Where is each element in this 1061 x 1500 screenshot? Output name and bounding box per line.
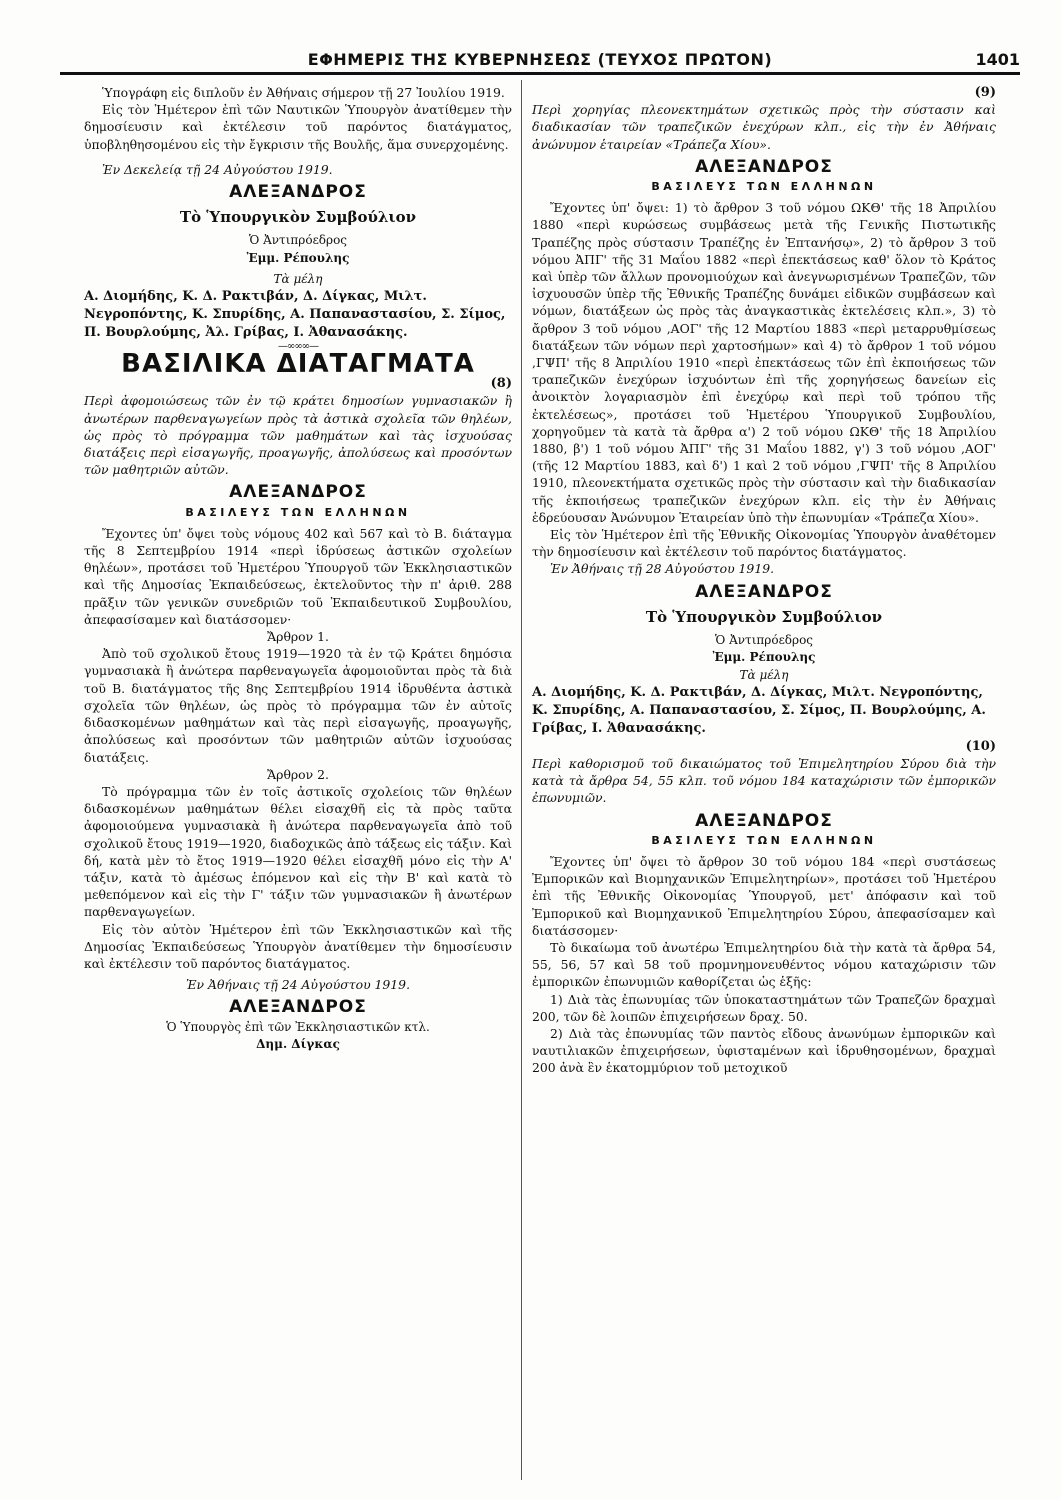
left-column (84, 84, 512, 1053)
decree-title: Περὶ καθορισμοῦ τοῦ δικαιώματος τοῦ Ἐπιμελητηρίου Σύρου διὰ τὴν κατὰ τὰ ἄρθρα 54, 55 κλπ. τοῦ νόμου 184 καταχώρισιν τῶν ἐμπορικῶν ἐπωνυμιῶν. (532, 755, 996, 806)
vice-president-name: Ἐμμ. Ρέπουλης (712, 650, 816, 665)
king-title: ΒΑΣΙΛΕΥΣ ΤΩΝ ΕΛΛΗΝΩΝ (651, 180, 877, 194)
preamble: Ἔχοντες ὑπ' ὄψει: 1) τὸ ἄρθρον 3 τοῦ νόμου ΩΚΘ' τῆς 18 Ἀπριλίου 1880 «περὶ κυρώσεως συμβάσεως μετὰ τῆς Γενικῆς Πιστωτικῆς Τραπέζης πρὸς σύστασιν Τραπέζης ἐν Ἑπτανήσῳ», 2) τὸ ἄρθρον 3 τοῦ νόμου ἈΠΓ' τῆς 31 Μαΐου 1882 «περὶ ἐπεκτάσεως καθ' ὅλον τὸ Κράτος καὶ ὑπὲρ τῶν ἄλλων προνομιούχων καὶ ἀνεγνωρισμένων Τραπεζῶν, τῶν ἰσχυουσῶν ὑπὲρ τῆς Ἐθνικῆς Τραπέζης δυνάμει εἰδικῶν συμβάσεων καὶ νόμων, διατάξεων ὡς πρὸς τὰς ἀναγκαστικὰς ἐκτελέσεις κλπ.», 3) τὸ ἄρθρον 3 τοῦ νόμου ,ΑΟΓ' τῆς 12 Μαρτίου 1883 «περὶ μεταρρυθμίσεως διατάξεων τῶν νόμων περὶ χαρτοσήμων» καὶ 4) τὸ ἄρθρον 1 τοῦ νόμου ,ΓΨΠ' τῆς 8 Ἀπριλίου 1910 «περὶ ἐπεκτάσεως τῶν ἐπὶ ἐκποιήσεως τῶν τραπεζικῶν ἐνεχύρων ἰσχυόντων ἐπὶ τῆς χορηγήσεως δανείων εἰς ἀνοικτὸν λογαριασμὸν ἐπὶ ἐνεχύρῳ καὶ περὶ τοῦ τρόπου τῆς ἐκτελέσεως», προτάσει τοῦ Ἡμετέρου Ὑπουργικοῦ Συμβουλίου, χορηγοῦμεν τὰ κατὰ τὰ ἄρθρα α') 2 τοῦ νόμου ΩΚΘ' τῆς 18 Ἀπριλίου 1880, β') 1 τοῦ νόμου ἈΠΓ' τῆς 31 Μαΐου 1882, γ') 3 τοῦ νόμου ,ΑΟΓ' (τῆς 12 Μαρτίου 1883, καὶ δ') 1 καὶ 2 τοῦ νόμου ,ΓΨΠ' τῆς 8 Ἀπριλίου 1910, πλεονεκτήματα σχετικῶς πρὸς τὴν σύστασιν καὶ τὴν διαδικασίαν τῆς ἐκποιήσεως τραπεζικῶν ἐνεχύρων κλπ. εἰς τὴν ἐν Ἀθήναις ἑδρεύουσαν Ἀνώνυμον Ἑταιρείαν ὑπὸ τὴν ἐπωνυμίαν «Τράπεζα Χίου». (532, 200, 996, 525)
members-list: Α. Διομήδης, Κ. Δ. Ρακτιβάν, Δ. Δίγκας, Μιλτ. Νεγροπόντης, Κ. Σπυρίδης, Α. Παπαναστασίου, Σ. Σίμος, Π. Βουρλούμης, Α. Γρίβας, Ι. Ἀθανασάκης. (532, 684, 986, 736)
ornament-divider: —∞∞∞— (278, 341, 318, 353)
minister-name: Δημ. Δίγκας (256, 1036, 340, 1051)
king-name: ΑΛΕΞΑΝΔΡΟΣ (695, 810, 833, 831)
date-line: Ἐν Ἀθήναις τῇ 28 Αὐγούστου 1919. (550, 561, 775, 577)
council-title: Τὸ Ὑπουργικὸν Συμβούλιον (645, 607, 883, 626)
vice-president-label: Ὁ Ἀντιπρόεδρος (248, 233, 348, 248)
page-header (60, 50, 1020, 75)
members-label: Τὰ μέλη (739, 667, 789, 682)
decree-number: (9) (974, 85, 996, 100)
header-title: ΕΦΗΜΕΡΙΣ ΤΗΣ ΚΥΒΕΡΝΗΣΕΩΣ (ΤΕΥΧΟΣ ΠΡΩΤΟΝ) (307, 50, 773, 69)
king-title: ΒΑΣΙΛΕΥΣ ΤΩΝ ΕΛΛΗΝΩΝ (185, 505, 411, 519)
king-name: ΑΛΕΞΑΝΔΡΟΣ (695, 156, 833, 177)
council-title: Τὸ Ὑπουργικὸν Συμβούλιον (179, 208, 417, 227)
decree-title: Περὶ ἀφομοιώσεως τῶν ἐν τῷ κράτει δημοσίων γυμνασιακῶν ἢ ἀνωτέρων παρθεναγωγείων πρὸς τὰ ἀστικὰ σχολεῖα τῶν θηλέων, ὡς πρὸς τὸ πρόγραμμα τῶν μαθημάτων καὶ τὰς ἰσχυούσας διατάξεις περὶ εἰσαγωγῆς, προαγωγῆς, ἀπολύσεως καὶ προσόντων τῶν μαθητριῶν αὐτῶν. (84, 393, 512, 478)
date-line: Ἐν Ἀθήναις τῇ 24 Αὐγούστου 1919. (185, 977, 411, 993)
article-label: Ἄρθρον 2. (267, 766, 329, 782)
closing-paragraph: Εἰς τὸν αὐτὸν Ἡμέτερον ἐπὶ τῶν Ἐκκλησιαστικῶν καὶ τῆς Δημοσίας Ἐκπαιδεύσεως Ὑπουργὸν ἀνατίθεμεν τὴν δημοσίευσιν καὶ ἐκτέλεσιν τοῦ παρόντος διατάγματος. (84, 921, 512, 971)
members-label: Τὰ μέλη (273, 271, 323, 286)
right-column (532, 84, 996, 1077)
page-number: 1401 (975, 50, 1020, 69)
decree-number: (8) (490, 376, 512, 392)
article-text: Ἀπὸ τοῦ σχολικοῦ ἔτους 1919—1920 τὰ ἐν τῷ Κράτει δημόσια γυμνασιακὰ ἢ ἀνώτερα παρθεναγωγεῖα ἀφομοιοῦνται πρὸς τὰ διὰ τοῦ Β. διατάγματος τῆς 8ης Σεπτεμβρίου 1914 ἱδρυθέντα ἀστικὰ σχολεῖα τῶν θηλέων, ὡς πρὸς τὸ πρόγραμμα τῶν ἐν αὐτοῖς διδασκομένων μαθημάτων καὶ τὰς περὶ εἰσαγωγῆς, προαγωγῆς, ἀπολύσεως καὶ προσόντων τῶν μαθητριῶν αὐτῶν ἰσχυούσας διατάξεις. (84, 646, 512, 765)
list-item: 2) Διὰ τὰς ἐπωνυμίας τῶν παντὸς εἴδους ἀνωνύμων ἐμπορικῶν καὶ ναυτιλιακῶν ἐπιχειρήσεων, ὑφισταμένων καὶ ἱδρυθησομένων, δραχμαὶ 200 ἀνὰ ἓν ἑκατομμύριον τοῦ μετοχικοῦ (532, 1025, 996, 1076)
signing-note: Ὑπογράφη εἰς διπλοῦν ἐν Ἀθήναις σήμερον τῇ 27 Ἰουλίου 1919. (102, 85, 505, 100)
decree-title: Περὶ χορηγίας πλεονεκτημάτων σχετικῶς πρὸς τὴν σύστασιν καὶ διαδικασίαν τῶν τραπεζικῶν ἐνεχύρων κλπ., εἰς τὴν ἐν Ἀθήναις ἀνώνυμον ἑταιρείαν «Τράπεζα Χίου». (532, 102, 996, 152)
vice-president-name: Ἐμμ. Ρέπουλης (246, 250, 350, 265)
king-title: ΒΑΣΙΛΕΥΣ ΤΩΝ ΕΛΛΗΝΩΝ (651, 833, 877, 847)
closing-paragraph: Εἰς τὸν Ἡμέτερον ἐπὶ τῆς Ἐθνικῆς Οἰκονομίας Ὑπουργὸν ἀναθέτομεν τὴν δημοσίευσιν καὶ ἐκτέλεσιν τοῦ παρόντος διατάγματος. (532, 527, 996, 560)
decree-number: (10) (965, 738, 996, 754)
vice-president-label: Ὁ Ἀντιπρόεδρος (714, 633, 814, 648)
king-name: ΑΛΕΞΑΝΔΡΟΣ (229, 482, 367, 503)
article-text: Τὸ πρόγραμμα τῶν ἐν τοῖς ἀστικοῖς σχολείοις τῶν θηλέων διδασκομένων μαθημάτων θέλει εἰσαχθῆ εἰς τὰ πρὸς ταῦτα ἀφομοιούμενα γυμνασιακὰ ἢ ἀνώτερα παρθεναγωγεῖα ἀπὸ τοῦ σχολικοῦ ἔτους 1919—1920, διαδοχικῶς ἀπὸ τάξεως εἰς τάξιν. Καὶ δή, κατὰ μὲν τὸ ἔτος 1919—1920 θέλει εἰσαχθῆ μόνο εἰς τὴν Α' τάξιν, κατὰ τὸ ἀμέσως ἑπόμενον καὶ εἰς τὴν Β' καὶ κατὰ τὸ μεθεπόμενον καὶ εἰς τὴν Γ' τάξιν τῶν γυμνασιακῶν ἢ ἀνωτέρων παρθεναγωγείων. (84, 783, 512, 920)
members-list: Α. Διομήδης, Κ. Δ. Ρακτιβάν, Δ. Δίγκας, Μιλτ. Νεγροπόντης, Κ. Σπυρίδης, Α. Παπαναστασίου, Σ. Σίμος, Π. Βουρλούμης, Ἀλ. Γρίβας, Ι. Ἀθανασάκης. (84, 289, 506, 341)
king-name: ΑΛΕΞΑΝΔΡΟΣ (695, 581, 833, 602)
section-heading: ΒΑΣΙΛΙΚΑ ΔΙΑΤΑΓΜΑΤΑ (121, 349, 475, 380)
king-name: ΑΛΕΞΑΝΔΡΟΣ (229, 182, 367, 203)
body-paragraph: Τὸ δικαίωμα τοῦ ἀνωτέρω Ἐπιμελητηρίου διὰ τὴν κατὰ τὰ ἄρθρα 54, 55, 56, 57 καὶ 58 τοῦ προμνημονευθέντος νόμου καταχώρισιν τῶν ἐμπορικῶν ἐπωνυμιῶν καθορίζεται ὡς ἑξῆς: (532, 939, 996, 990)
column-divider (521, 80, 522, 1480)
assignment-paragraph: Εἰς τὸν Ἡμέτερον ἐπὶ τῶν Ναυτικῶν Ὑπουργὸν ἀνατίθεμεν τὴν δημοσίευσιν καὶ ἐκτέλεσιν τοῦ παρόντος διατάγματος, ὑποβληθησομένου εἰς τὴν ἔγκρισιν τῆς Βουλῆς, ἅμα συνερχομένης. (84, 102, 512, 152)
date-line: Ἐν Δεκελείᾳ τῇ 24 Αὐγούστου 1919. (102, 161, 333, 177)
list-item: 1) Διὰ τὰς ἐπωνυμίας τῶν ὑποκαταστημάτων τῶν Τραπεζῶν δραχμαὶ 200, τῶν δὲ λοιπῶν ἐπιχειρήσεων δραχ. 50. (532, 991, 996, 1024)
preamble: Ἔχοντες ὑπ' ὄψει τὸ ἄρθρον 30 τοῦ νόμου 184 «περὶ συστάσεως Ἐμπορικῶν καὶ Βιομηχανικῶν Ἐπιμελητηρίων», προτάσει τοῦ Ἡμετέρου ἐπὶ τῆς Ἐθνικῆς Οἰκονομίας Ὑπουργοῦ, μετ' ἀπόφασιν καὶ τοῦ Ἐμπορικοῦ καὶ Βιομηχανικοῦ Ἐπιμελητηρίου Σύρου, ἀπεφασίσαμεν καὶ διατάσσομεν· (532, 853, 996, 938)
king-name: ΑΛΕΞΑΝΔΡΟΣ (229, 997, 367, 1018)
minister-label: Ὁ Ὑπουργὸς ἐπὶ τῶν Ἐκκλησιαστικῶν κτλ. (166, 1019, 430, 1034)
preamble: Ἔχοντες ὑπ' ὄψει τοὺς νόμους 402 καὶ 567 καὶ τὸ Β. διάταγμα τῆς 8 Σεπτεμβρίου 1914 «περὶ ἱδρύσεως ἀστικῶν σχολείων θηλέων», προτάσει τοῦ Ἡμετέρου Ὑπουργοῦ τῶν Ἐκκλησιαστικῶν καὶ τῆς Δημοσίας Ἐκπαιδεύσεως, ἐκτελοῦντος τὴν π' ἀριθ. 288 πρᾶξιν τῶν γενικῶν συνεδριῶν τοῦ Ἐκπαιδευτικοῦ Συμβουλίου, ἀπεφασίσαμεν καὶ διατάσσομεν· (84, 525, 512, 627)
article-label: Ἄρθρον 1. (267, 629, 329, 645)
